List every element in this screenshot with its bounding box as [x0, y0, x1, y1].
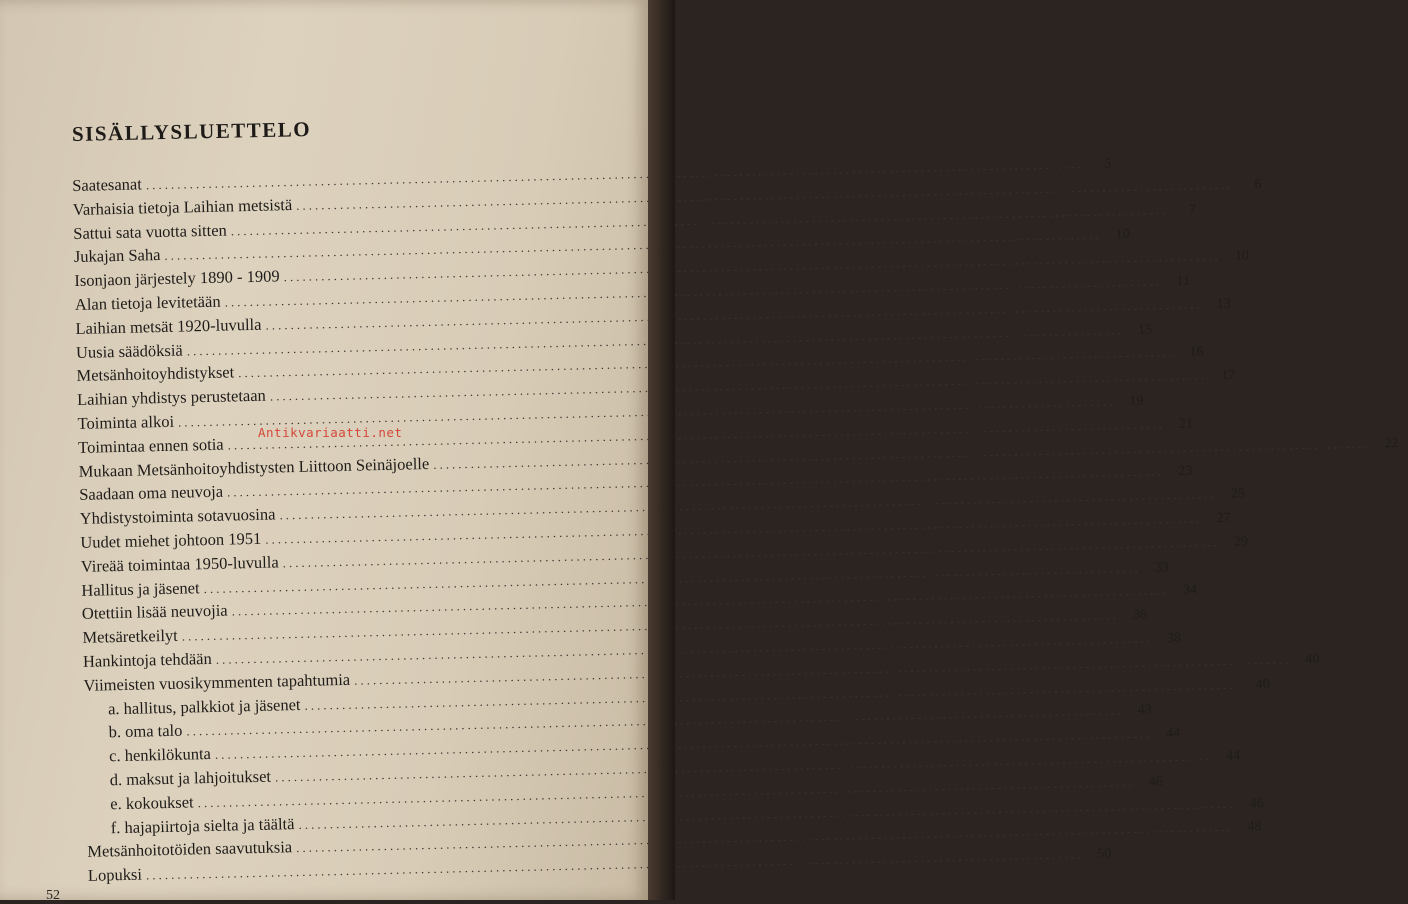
toc-entry-label: Laihian metsät 1920-luvulla — [75, 314, 262, 338]
toc-entry-page: 27 — [1216, 510, 1231, 527]
toc-entry-page: 16 — [1189, 344, 1204, 361]
toc-entry-label: Sattui sata vuotta sitten — [73, 220, 228, 243]
toc-entry-page: 15 — [1137, 322, 1153, 338]
page-number: 52 — [46, 888, 60, 903]
toc-entry-page: 38 — [1166, 630, 1182, 647]
toc-entry-page: 23 — [1178, 464, 1193, 480]
toc-entry-page: 46 — [1148, 774, 1164, 790]
toc-entry-page: 44 — [1166, 726, 1181, 742]
toc-entry-label: Viimeisten vuosikymmenten tapahtumia — [83, 669, 351, 695]
toc-entry-label: a. hallitus, palkkiot ja jäsenet — [107, 694, 301, 718]
toc-entry-label: d. maksut ja lahjoitukset — [109, 766, 272, 790]
toc-entry-page: 46 — [1249, 795, 1264, 811]
toc-entry-label: c. henkilökunta — [108, 744, 212, 766]
toc-entry-page: 25 — [1230, 486, 1245, 502]
toc-entry-page: 29 — [1233, 534, 1249, 550]
toc-entry-label: Yhdistystoiminta sotavuosina — [79, 504, 276, 529]
toc-entry-label: Metsänhoitotöiden saavutuksia — [87, 837, 293, 862]
toc-entry-page: 50 — [1097, 846, 1112, 863]
page-title: SISÄLLYSLUETTELO — [71, 116, 312, 146]
toc-entry-page: 44 — [1226, 748, 1241, 764]
watermark: Antikvariaatti.net — [258, 425, 403, 440]
toc-entry-page: 43 — [1137, 702, 1152, 719]
toc-entry-label: Toiminta alkoi — [77, 411, 175, 433]
toc-entry-label: f. hajapiirtoja sielta ja täältä — [110, 813, 295, 837]
toc-entry-page: 34 — [1182, 582, 1198, 599]
toc-entry-page: 6 — [1254, 176, 1262, 192]
toc-entry-label: Hankintoja tehdään — [82, 648, 212, 671]
toc-entry-label: e. kokoukset — [110, 792, 194, 814]
toc-entry-page: 10 — [1234, 248, 1250, 264]
toc-entry-label: Varhaisia tietoja Laihian metsistä — [72, 194, 293, 219]
toc-entry-page: 40 — [1255, 676, 1270, 692]
toc-entry-label: Isonjaon järjestely 1890 - 1909 — [74, 266, 280, 291]
toc-entry-label: Lopuksi — [87, 864, 143, 885]
toc-entry-label: Mukaan Metsänhoitoyhdistysten Liittoon Seinäjoelle — [78, 453, 430, 481]
toc-entry-page: 36 — [1132, 607, 1148, 624]
toc-entry-label: Saadaan oma neuvoja — [79, 482, 224, 505]
toc-entry-label: Jukajan Saha — [73, 245, 161, 267]
toc-entry-label: Toimintaa ennen sotia — [77, 434, 224, 457]
toc-entry-label: Uudet miehet johtoon 1951 — [80, 528, 262, 552]
toc-entry-page: 48 — [1247, 819, 1262, 835]
toc-entry-page: 40 — [1305, 651, 1320, 667]
toc-entry-page: 7 — [1188, 202, 1197, 218]
toc-entry-page: 13 — [1216, 296, 1231, 312]
toc-entry-label: Otettiin lisää neuvojia — [81, 600, 228, 624]
toc-entry-page: 21 — [1178, 416, 1194, 432]
toc-entry-label: Metsänhoitoyhdistykset — [76, 362, 235, 386]
toc-entry-label: Hallitus ja jäsenet — [81, 577, 200, 600]
toc-entry-page: 10 — [1115, 227, 1130, 243]
toc-entry-label: Metsäretkeilyt — [82, 625, 178, 648]
toc-entry-page: 11 — [1176, 273, 1191, 289]
toc-entry-label: b. oma talo — [108, 720, 183, 742]
table-of-contents — [72, 156, 1399, 890]
toc-entry-page: 19 — [1129, 393, 1144, 410]
toc-entry-label: Alan tietoja levitetään — [74, 291, 221, 314]
toc-entry-page: 22 — [1384, 435, 1399, 451]
book-spine-shadow — [648, 0, 675, 900]
toc-entry-label: Uusia säädöksiä — [75, 340, 183, 362]
toc-entry-page: 5 — [1103, 156, 1112, 172]
toc-entry-label: Vireää toimintaa 1950-luvulla — [80, 552, 279, 576]
toc-entry-page: 33 — [1154, 559, 1170, 576]
toc-entry-page: 17 — [1220, 367, 1236, 384]
toc-entry-label: Laihian yhdistys perustetaan — [76, 385, 267, 410]
toc-entry-label: Saatesanat — [72, 174, 143, 195]
